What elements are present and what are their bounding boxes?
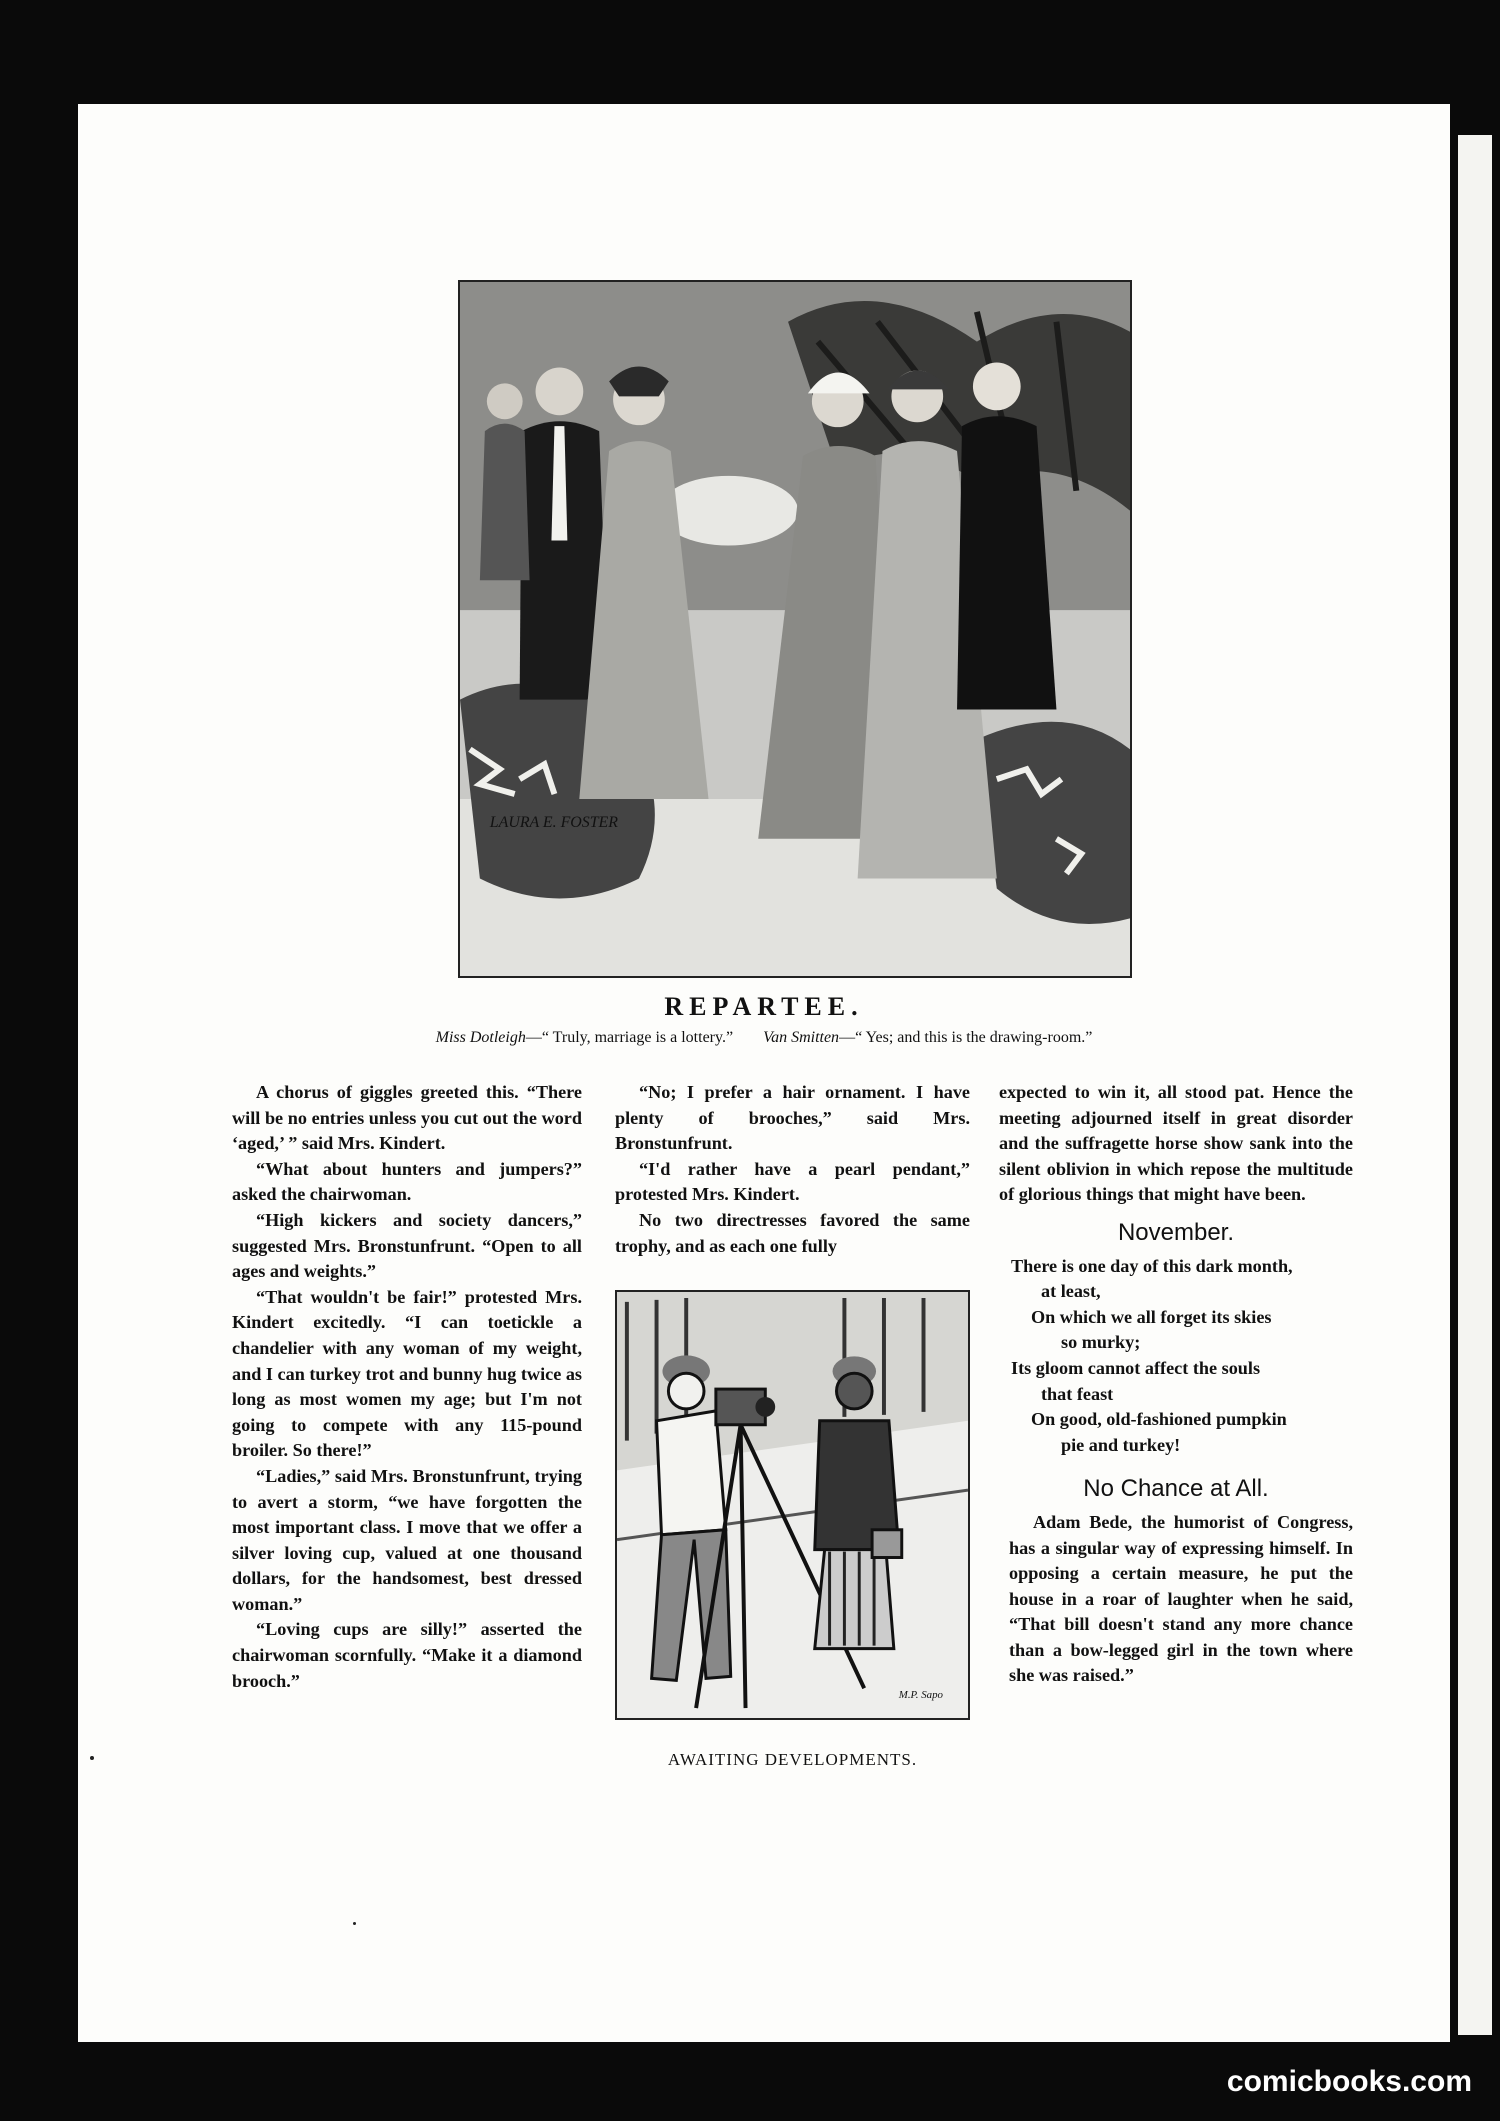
paragraph: A chorus of giggles greeted this. “There will be no entries unless you cut out the word ‘aged,’ ” said Mrs. Kindert.: [232, 1082, 582, 1154]
text-column-2: [615, 1080, 970, 1259]
poem-line: at least,: [1041, 1281, 1101, 1302]
illustration-signature: LAURA E. FOSTER: [489, 813, 618, 831]
poem-line: On good, old-fashioned pumpkin: [1031, 1409, 1287, 1430]
caption-quote-1: —“ Truly, marriage is a lottery.”: [525, 1029, 734, 1046]
caption-quote-2: —“ Yes; and this is the drawing-room.”: [839, 1029, 1093, 1046]
cartoon-image: [617, 1292, 968, 1718]
illustration-caption: [78, 1029, 1450, 1047]
poem-line: that feast: [1041, 1383, 1114, 1404]
paragraph: “High kickers and society dancers,” suggested Mrs. Bronstunfrunt. “Open to all ages and weights.”: [232, 1209, 582, 1282]
paragraph: expected to win it, all stood pat. Hence the meeting adjourned itself in great disorder and the suffragette horse show sank into the silent oblivion in which repose the multitude of glorious things that might have been.: [999, 1082, 1353, 1205]
story-title: No Chance at All.: [1083, 1475, 1269, 1503]
repartee-illustration: [458, 280, 1132, 978]
poem-line: There is one day of this dark month,: [1011, 1255, 1293, 1276]
poem-title: November.: [1117, 1218, 1235, 1246]
poem-line: On which we all forget its skies: [1031, 1306, 1272, 1327]
poem-line: Its gloom cannot affect the souls: [1011, 1357, 1261, 1378]
adjacent-page-edge: [1458, 135, 1492, 2035]
cartoon-caption: AWAITING DEVELOPMENTS.: [667, 1750, 918, 1769]
paragraph: “I'd rather have a pearl pendant,” protested Mrs. Kindert.: [615, 1158, 970, 1205]
paragraph: No two directresses favored the same trophy, and as each one fully: [615, 1209, 970, 1256]
caption-speaker-1: Miss Dotleigh: [435, 1029, 526, 1046]
paragraph: “Ladies,” said Mrs. Bronstunfrunt, trying to avert a storm, “we have forgotten the most important class. I move that we offer a silver loving cup, valued at one thousand dollars, for the handsomest, best dressed woman.”: [232, 1465, 582, 1614]
text-column-3: [999, 1080, 1353, 1689]
paragraph: “No; I prefer a hair ornament. I have plenty of brooches,” said Mrs. Bronstunfrunt.: [615, 1082, 970, 1154]
caption-speaker-2: Van Smitten: [763, 1029, 840, 1046]
paragraph: Adam Bede, the humorist of Congress, has a singular way of expressing himself. In opposing a certain measure, he put the house in a roar of laughter when he said, “That bill doesn't stand any more chance than a bow-legged girl in the town where she was raised.”: [1009, 1511, 1353, 1686]
print-speck: [353, 1922, 356, 1925]
page-title: REPARTEE.: [664, 992, 864, 1021]
text-column-1: [232, 1080, 582, 1694]
poem-line: pie and turkey!: [1061, 1434, 1181, 1455]
cartoon-signature: M.P. Sapo: [898, 1689, 943, 1702]
paragraph: “That wouldn't be fair!” protested Mrs. Kindert excitedly. “I can toetickle a chandelier with any woman of my weight, and I can turkey trot and bunny hug twice as long as most women my age; but I'm not going to compete with any 115-pound broiler. So there!”: [232, 1286, 582, 1461]
paragraph: “What about hunters and jumpers?” asked the chairwoman.: [232, 1158, 582, 1205]
magazine-page: [78, 104, 1450, 2042]
awaiting-developments-cartoon: [615, 1290, 970, 1720]
ballroom-scene-image: [460, 282, 1130, 976]
paragraph: “Loving cups are silly!” asserted the chairwoman scornfully. “Make it a diamond brooch.”: [232, 1619, 582, 1691]
print-speck: [90, 1756, 94, 1760]
poem-line: so murky;: [1061, 1332, 1141, 1353]
watermark: comicbooks.com: [1226, 2065, 1472, 2098]
poem: [999, 1254, 1353, 1459]
